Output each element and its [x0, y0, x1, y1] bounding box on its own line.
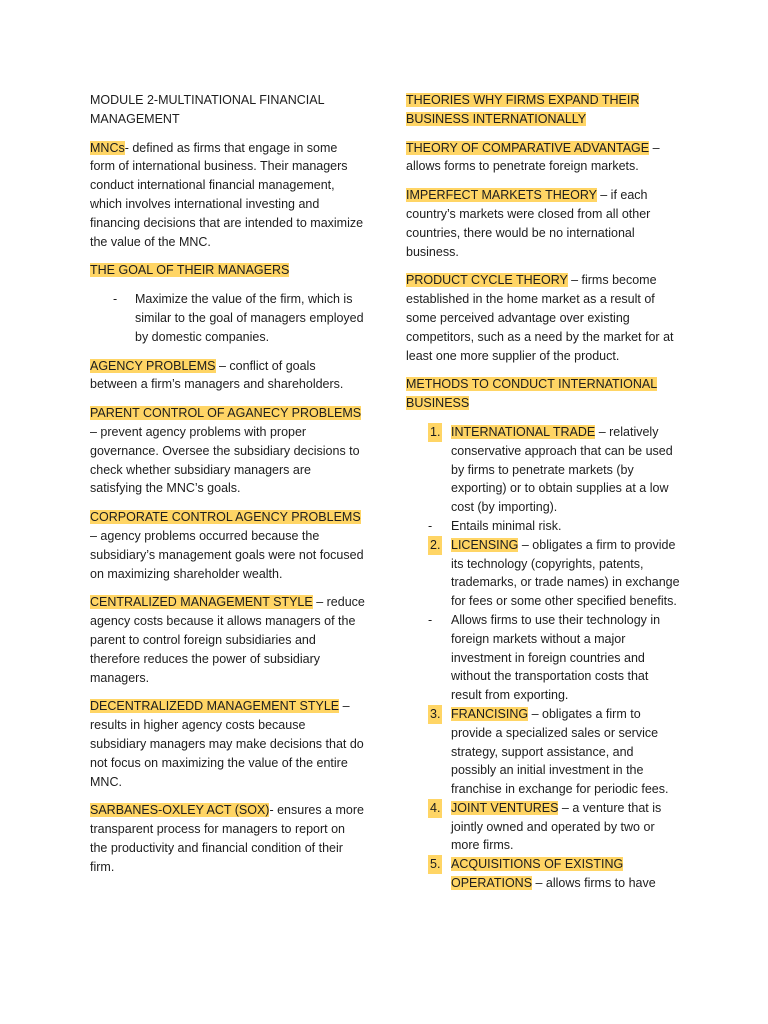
dash-marker: - — [428, 518, 433, 533]
corporate-control-definition: – agency problems occurred because the subsidiary’s management goals were not focused on maximizing shareholder wealth. — [90, 528, 364, 581]
list-item — [406, 536, 681, 611]
parent-control-definition: – prevent agency problems with proper governance. Oversee the subsidiary decisions to check whether subsidiary managers are satisfying the MNC’s goals. — [90, 424, 360, 496]
mncs-term: MNCs — [90, 140, 125, 155]
method-definition: – a venture that is jointly owned and operated by two or more firms. — [451, 800, 662, 853]
corporate-control-term: CORPORATE CONTROL AGENCY PROBLEMS — [90, 510, 361, 525]
mncs-paragraph — [90, 139, 365, 252]
list-item — [406, 611, 681, 705]
list-number: 5. — [428, 855, 442, 874]
right-column — [406, 91, 681, 893]
list-item — [406, 855, 681, 893]
method-definition: – allows firms to have — [532, 876, 656, 891]
goal-bullet-text: Maximize the value of the firm, which is similar to the goal of managers employed by domestic companies. — [135, 292, 364, 344]
method-term: INTERNATIONAL TRADE — [451, 424, 596, 439]
comparative-advantage-paragraph — [406, 139, 681, 177]
list-item — [90, 290, 365, 346]
sox-definition: - ensures a more transparent process for managers to report on the productivity and financial condition of their firm. — [90, 803, 364, 874]
dash-marker: - — [113, 292, 118, 307]
dash-marker: - — [428, 612, 433, 627]
goal-list — [90, 290, 365, 346]
method-definition: – obligates a firm to provide its technology (copyrights, patents, trademarks, or trade names) in exchange for fees or some other specified benefits. — [451, 537, 680, 609]
list-number: 3. — [428, 705, 442, 724]
imperfect-markets-term: IMPERFECT MARKETS THEORY — [406, 188, 597, 203]
comparative-advantage-definition: – allows forms to penetrate foreign markets. — [406, 140, 660, 174]
sox-term: SARBANES-OXLEY ACT (SOX) — [90, 803, 270, 818]
method-term: FRANCISING — [451, 706, 529, 721]
method-term: ACQUISITIONS OF EXISTING OPERATIONS — [451, 857, 624, 891]
list-item — [406, 799, 681, 855]
method-note: Entails minimal risk. — [451, 518, 562, 533]
mncs-definition: - defined as firms that engage in some form of international business. Their managers conduct international financial management, which involves international investing and financing decisions that are intended to maximize the value of the MNC. — [90, 140, 364, 249]
product-cycle-definition: – firms become established in the home market as a result of some perceived advantage over existing competitors, such as a need by the market for at least one more supplier of the product. — [406, 273, 674, 363]
parent-control-paragraph — [90, 404, 365, 498]
decentralized-paragraph — [90, 697, 365, 791]
methods-heading: METHODS TO CONDUCT INTERNATIONAL BUSINESS — [406, 377, 658, 411]
list-item — [406, 423, 681, 517]
method-term: JOINT VENTURES — [451, 800, 559, 815]
centralized-paragraph — [90, 593, 365, 687]
theories-heading: THEORIES WHY FIRMS EXPAND THEIR BUSINESS INTERNATIONALLY — [406, 93, 640, 126]
list-item — [406, 517, 681, 536]
product-cycle-paragraph — [406, 271, 681, 365]
decentralized-term: DECENTRALIZEDD MANAGEMENT STYLE — [90, 699, 340, 714]
imperfect-markets-definition: – if each country’s markets were closed from all other countries, there would be no international business. — [406, 188, 651, 259]
centralized-definition: – reduce agency costs because it allows managers of the parent to control foreign subsidiaries and therefore reduces the power of subsidiary managers. — [90, 595, 365, 685]
imperfect-markets-paragraph — [406, 186, 681, 261]
module-title: MODULE 2-MULTINATIONAL FINANCIAL MANAGEMENT — [90, 93, 325, 126]
corporate-control-paragraph — [90, 508, 365, 583]
product-cycle-term: PRODUCT CYCLE THEORY — [406, 273, 568, 288]
left-column — [90, 91, 365, 886]
goal-heading: THE GOAL OF THEIR MANAGERS — [90, 263, 290, 278]
parent-control-term: PARENT CONTROL OF AGANECY PROBLEMS — [90, 406, 362, 421]
agency-paragraph — [90, 357, 365, 395]
methods-list — [406, 423, 681, 893]
agency-definition: – conflict of goals between a firm’s managers and shareholders. — [90, 358, 344, 392]
comparative-advantage-term: THEORY OF COMPARATIVE ADVANTAGE — [406, 140, 650, 155]
list-number: 2. — [428, 536, 442, 555]
decentralized-definition: – results in higher agency costs because subsidiary managers may make decisions that do not focus on maximizing the value of the entire MNC. — [90, 699, 364, 789]
sox-paragraph — [90, 801, 365, 876]
list-number: 1. — [428, 423, 442, 442]
centralized-term: CENTRALIZED MANAGEMENT STYLE — [90, 595, 313, 610]
agency-term: AGENCY PROBLEMS — [90, 358, 216, 373]
method-definition: – obligates a firm to provide a specialized sales or service strategy, support assistance, and possibly an initial investment in the franchise in exchange for periodic fees. — [451, 706, 669, 797]
method-note: Allows firms to use their technology in foreign markets without a major investment in foreign countries and without the transportation costs that result from exporting. — [451, 612, 661, 703]
method-term: LICENSING — [451, 537, 519, 552]
list-number: 4. — [428, 799, 442, 818]
list-item — [406, 705, 681, 799]
method-definition: – relatively conservative approach that can be used by firms to penetrate markets (by exporting) or to obtain supplies at a low cost (by importing). — [451, 424, 673, 515]
